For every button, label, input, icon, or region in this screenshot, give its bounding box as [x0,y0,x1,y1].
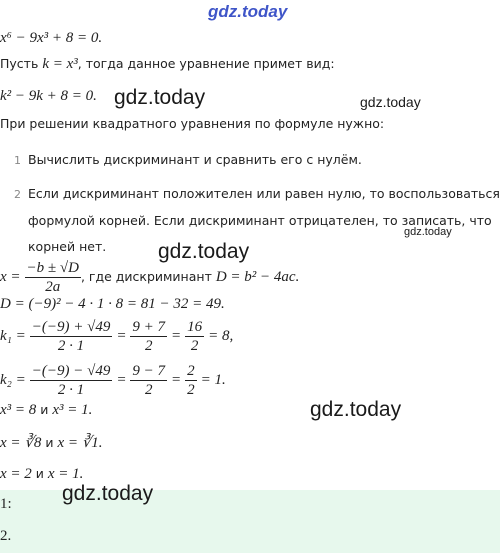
discriminant-calc: D = (−9)² − 4 · 1 · 8 = 81 − 32 = 49. [0,296,225,312]
step-number: 1 [14,154,21,167]
formula-fraction: $\frac{-b \pm √D}{2a}$ [26,260,79,295]
substitution-prefix: Пусть [0,56,39,71]
substitution-suffix: , тогда данное уравнение примет вид: [77,56,335,71]
step-number: 2 [14,188,21,201]
watermark: gdz.today [360,94,421,110]
k2-calc: k₂ = $\frac{-(-9) - √49}{2 \cdot 1}$ = $\frac{9 - 7}{2}$ = $\frac{2}{2}$ = 1. [0,363,226,398]
watermark: gdz.today [310,398,402,421]
cube-equations: x³ = 8 и x³ = 1. [0,402,93,418]
watermark: gdz.today [114,86,206,109]
final-equations: x = 2 и x = 1. [0,466,84,482]
answer-item: 1: [0,496,12,512]
watermark: gdz.today [62,482,154,505]
step-text: Вычислить дискриминант и сравнить его с нулём. [28,152,362,167]
step-text: формулой корней. Если дискриминант отрицателен, то записать, что [28,213,492,228]
equation-k: k² − 9k + 8 = 0. [0,88,97,104]
k1-calc: k₁ = $\frac{-(-9) + √49}{2 \cdot 1}$ = $\frac{9 + 7}{2}$ = $\frac{16}{2}$ = 8, [0,319,234,354]
quadratic-formula [0,259,299,296]
formula-disc: D = b² − 4ac. [215,269,300,285]
formula-text: , где дискриминант [80,269,212,284]
watermark: gdz.today [404,226,452,238]
equation-main: x⁶ − 9x³ + 8 = 0. [0,30,103,46]
substitution-line [0,56,335,73]
step-text: корней нет. [28,239,107,254]
watermark-top: gdz.today [208,2,288,21]
substitution-math: k = x³ [42,56,78,72]
formula-lhs: x = [0,269,21,285]
watermark: gdz.today [158,240,250,263]
root-equations: x = ∛8 и x = ∛1. [0,435,103,451]
step-text: Если дискриминант положителен или равен нулю, то воспользоваться [28,186,500,201]
answer-item: 2. [0,528,12,544]
intro-text: При решении квадратного уравнения по формуле нужно: [0,116,385,131]
